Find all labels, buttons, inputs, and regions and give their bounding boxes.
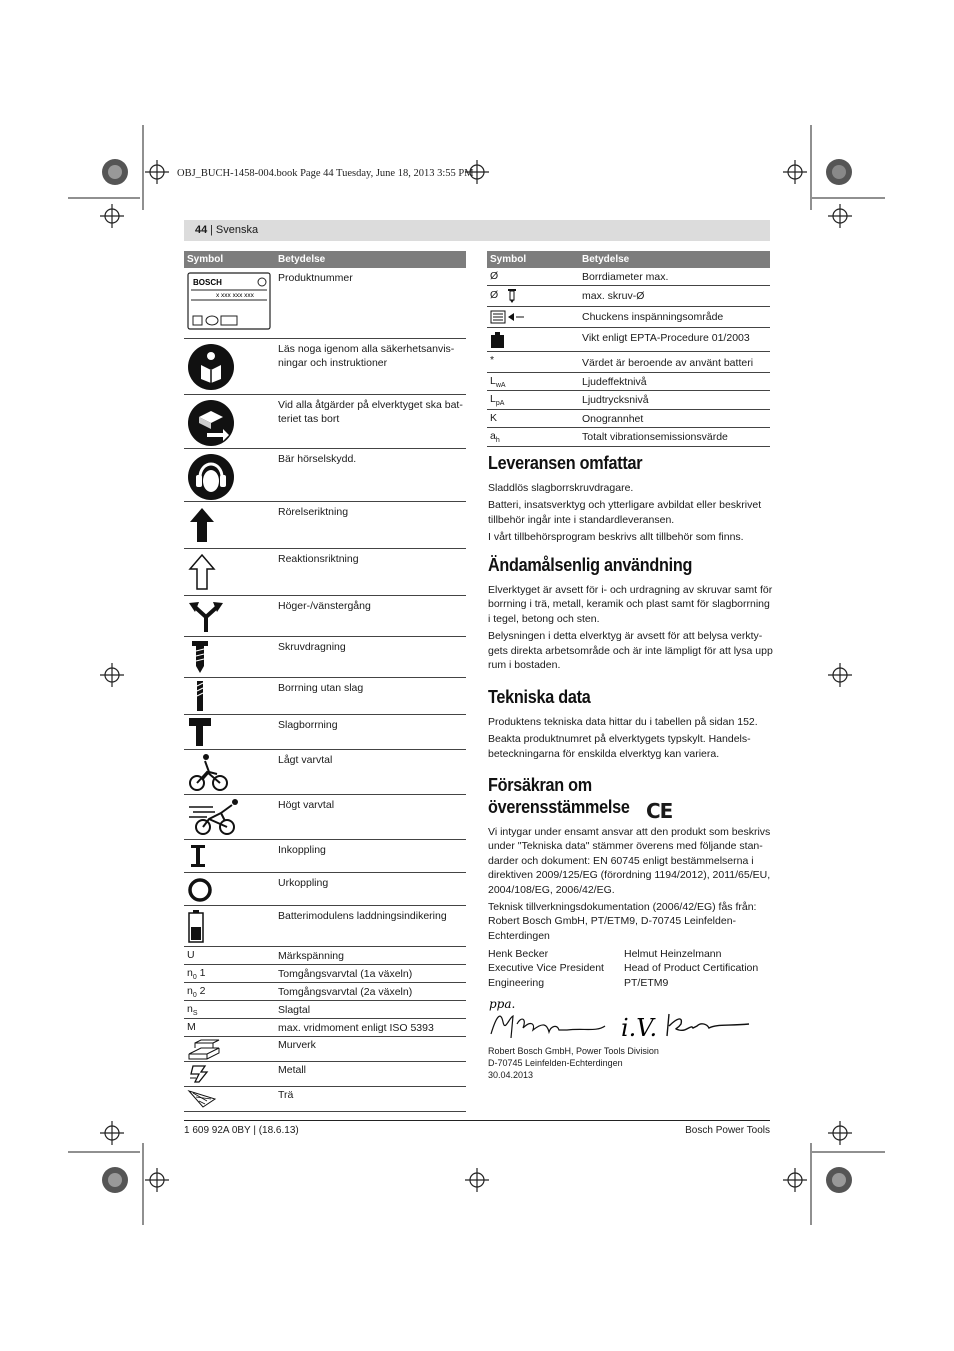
table-header [487,251,770,268]
table-row [184,678,466,715]
table-row [184,549,466,596]
row-meaning: Trä [278,1089,294,1101]
table-row [184,750,466,795]
row-meaning: Högt varvtal [278,799,335,811]
row-meaning: Vikt enligt EPTA-Procedure 01/2003 [582,332,750,344]
table-row [184,502,466,549]
section-title-conformity-2: överensstämmelse [488,797,630,817]
outline-arrow-icon [187,553,217,594]
table-row [184,1037,466,1062]
paragraph: Elverktyget är avsett för i- och urdragning av skruvar samt för borrning i trä, metall, keramik och plast samt för slagborrning i tegel, betong och sten. [488,584,773,625]
table-row [487,428,770,447]
col-symbol-header: Symbol [490,254,527,265]
section-title-delivery: Leveransen omfattar [488,453,643,473]
section-body-conformity [488,825,774,946]
ear-protection-icon [187,453,235,504]
col-meaning-header: Betydelse [582,254,630,265]
row-meaning: Höger-/vänstergång [278,600,371,612]
row-symbol: M [187,1021,196,1033]
masonry-icon [187,1038,221,1063]
table-row [184,906,466,947]
paragraph: Belysningen i detta elverktyg är avsett för att belysa verkty-gets direkta arbetsområde och är inte lämpligt för att lysa upp rum i bostaden. [488,630,773,672]
slow-bike-icon [187,752,231,795]
table-row [184,449,466,502]
row-meaning: Bär hörselskydd. [278,453,357,465]
row-meaning: Märkspänning [278,950,344,962]
signer-title: Head of Product Certification [624,962,759,975]
signature-prefix-ppa: ppa. [489,997,516,1011]
row-meaning: Borrning utan slag [278,682,364,694]
row-meaning: Värdet är beroende av använt batteri [582,357,754,369]
table-row [487,352,770,373]
row-symbol: $n_0$ 1 [187,967,206,982]
row-meaning: Murverk [278,1039,316,1051]
company-address: D-70745 Leinfelden-Echterdingen [488,1058,623,1068]
footer-left: 1 609 92A 0BY | (18.6.13) [184,1125,299,1136]
footer-right: Bosch Power Tools [685,1125,770,1136]
weight-icon [490,331,506,352]
table-row [184,1019,466,1037]
row-symbol: K [490,412,498,424]
row-symbol: Ø [490,289,499,301]
row-meaning: Tomgångsvarvtal (1a växeln) [278,968,413,980]
row-symbol: $L_{wA}$ [490,375,506,390]
table-row [184,1062,466,1087]
table-row [184,1001,466,1019]
page-header-bar [184,220,770,241]
row-meaning: Chuckens inspänningsområde [582,311,724,323]
table-row [184,947,466,965]
row-symbol: Ø [490,270,499,282]
row-meaning: Slagtal [278,1004,311,1016]
on-icon [187,844,211,871]
off-icon [187,877,215,906]
row-meaning: max. vridmoment enligt ISO 5393 [278,1022,434,1034]
section-title-tech: Tekniska data [488,687,591,707]
signatures-icon [487,994,767,1049]
row-meaning: max. skruv-Ø [582,290,645,302]
table-row [184,795,466,840]
fast-bike-icon [187,797,243,840]
filled-arrow-icon [187,506,217,547]
table-row [184,637,466,678]
section-title-use: Ändamålsenlig användning [488,555,693,575]
table-row [487,410,770,428]
table-row [487,268,770,286]
row-symbol: $L_{pA}$ [490,393,505,408]
signer-2 [624,947,758,990]
row-meaning: Läs noga igenom alla säkerhetsanvis-ningar och instruktioner [278,343,455,369]
table-row [184,840,466,873]
drill-bit-icon [187,680,217,715]
col-symbol-header: Symbol [187,254,224,265]
table-row [184,395,466,449]
table-row [184,339,466,395]
table-row [184,596,466,637]
symbol-table-left [184,251,466,1112]
row-meaning: Onogrannhet [582,413,644,425]
screw-icon [187,640,217,677]
section-body-use [488,583,774,675]
row-meaning: Reaktionsriktning [278,553,359,565]
hammer-icon [187,717,217,750]
row-meaning: Borrdiameter max. [582,271,669,283]
signer-dept: Engineering [488,976,545,989]
row-meaning: Rörelseriktning [278,506,349,518]
section-body-tech [488,715,774,764]
footer-rule [184,1120,770,1121]
metal-icon [187,1064,217,1087]
row-meaning: Produktnummer [278,272,353,284]
page-number: 44 [195,224,208,236]
row-meaning: Ljudeffektnivå [582,376,647,388]
ce-mark-icon: CE [646,799,673,823]
section-body-delivery [488,481,774,548]
col-meaning-header: Betydelse [278,254,326,265]
company-name: Robert Bosch GmbH, Power Tools Division [488,1046,659,1056]
row-meaning: Lågt varvtal [278,754,333,766]
signer-name: Helmut Heinzelmann [624,948,722,960]
paragraph: Produktens tekniska data hittar du i tabellen på sidan 152. [488,716,758,728]
table-row [184,983,466,1001]
table-row [184,965,466,983]
row-meaning: Ljudtrycksnivå [582,394,649,406]
paragraph: Vi intygar under ensamt ansvar att den produkt som beskrivs under "Tekniska data" stämmer överens med följande stan-darder och dokument: EN 60745 enligt bestämmelserna i direktiven 2009/125/EG (förordning 1194/2012), 2011/65/EU, 2004/108/EG, 2006/42/EG. [488,826,771,896]
screw-small-icon [505,288,519,307]
row-meaning: Skruvdragning [278,641,346,653]
nameplate-brand: BOSCH [193,278,222,287]
remove-battery-icon [187,399,235,450]
row-meaning: Vid alla åtgärder på elverktyget ska bat-teriet tas bort [278,399,463,425]
table-row [487,373,770,391]
paragraph: Sladdlös slagborrskruvdragare. [488,482,634,494]
row-symbol: $a_h$ [490,430,500,445]
paragraph: Batteri, insatsverktyg och ytterligare avbildat eller beskrivet tillbehör ingår inte i standardleveransen. [488,499,762,526]
signer-1 [488,947,604,990]
row-meaning: Inkoppling [278,844,326,856]
row-symbol: $n_0$ 2 [187,985,206,1000]
signer-dept: PT/ETM9 [624,976,669,989]
table-row [487,328,770,352]
table-row [184,873,466,906]
row-meaning: Metall [278,1064,307,1076]
file-info-line: OBJ_BUCH-1458-004.book Page 44 Tuesday, June 18, 2013 3:55 PM [177,168,474,179]
table-row [487,307,770,328]
row-symbol: U [187,949,195,961]
row-meaning: Totalt vibrationsemissionsvärde [582,431,728,443]
signer-title: Executive Vice President [488,962,604,975]
paragraph: Teknisk tillverkningsdokumentation (2006/42/EG) fås från: Robert Bosch GmbH, PT/ETM9, D-70745 Leinfelden-Echterdingen [488,901,757,942]
chuck-range-icon [490,309,526,328]
table-row [487,391,770,410]
section-title-conformity-1: Försäkran om [488,775,592,795]
company-block [488,1045,659,1081]
signature-prefix-iv: i.V. [621,1014,658,1042]
page-section: | Svenska [210,224,259,236]
table-row [487,286,770,307]
row-meaning: Batterimodulens laddningsindikering [278,910,447,922]
wood-icon [187,1089,217,1112]
table-row [184,1087,466,1112]
paragraph: I vårt tillbehörsprogram beskrivs allt tillbehör som finns. [488,531,744,544]
signer-name: Henk Becker [488,948,549,960]
row-meaning: Urkoppling [278,877,329,889]
fork-arrow-icon [187,599,225,636]
read-manual-icon [187,343,235,394]
nameplate-icon [187,272,271,333]
table-row [184,268,466,339]
row-symbol: $n_S$ [187,1003,198,1018]
battery-icon [187,909,207,946]
table-header [184,251,466,268]
row-meaning: Tomgångsvarvtal (2a växeln) [278,986,413,998]
nameplate-number: x xxx xxx xxx [216,292,254,299]
row-symbol: * [490,354,495,366]
table-row [184,715,466,750]
paragraph: Beakta produktnumret på elverktygets typskylt. Handels-beteckningarna för enskilda elverktyg kan variera. [488,733,751,760]
row-meaning: Slagborrning [278,719,338,731]
declaration-date: 30.04.2013 [488,1070,534,1080]
symbol-table-right [487,251,770,447]
